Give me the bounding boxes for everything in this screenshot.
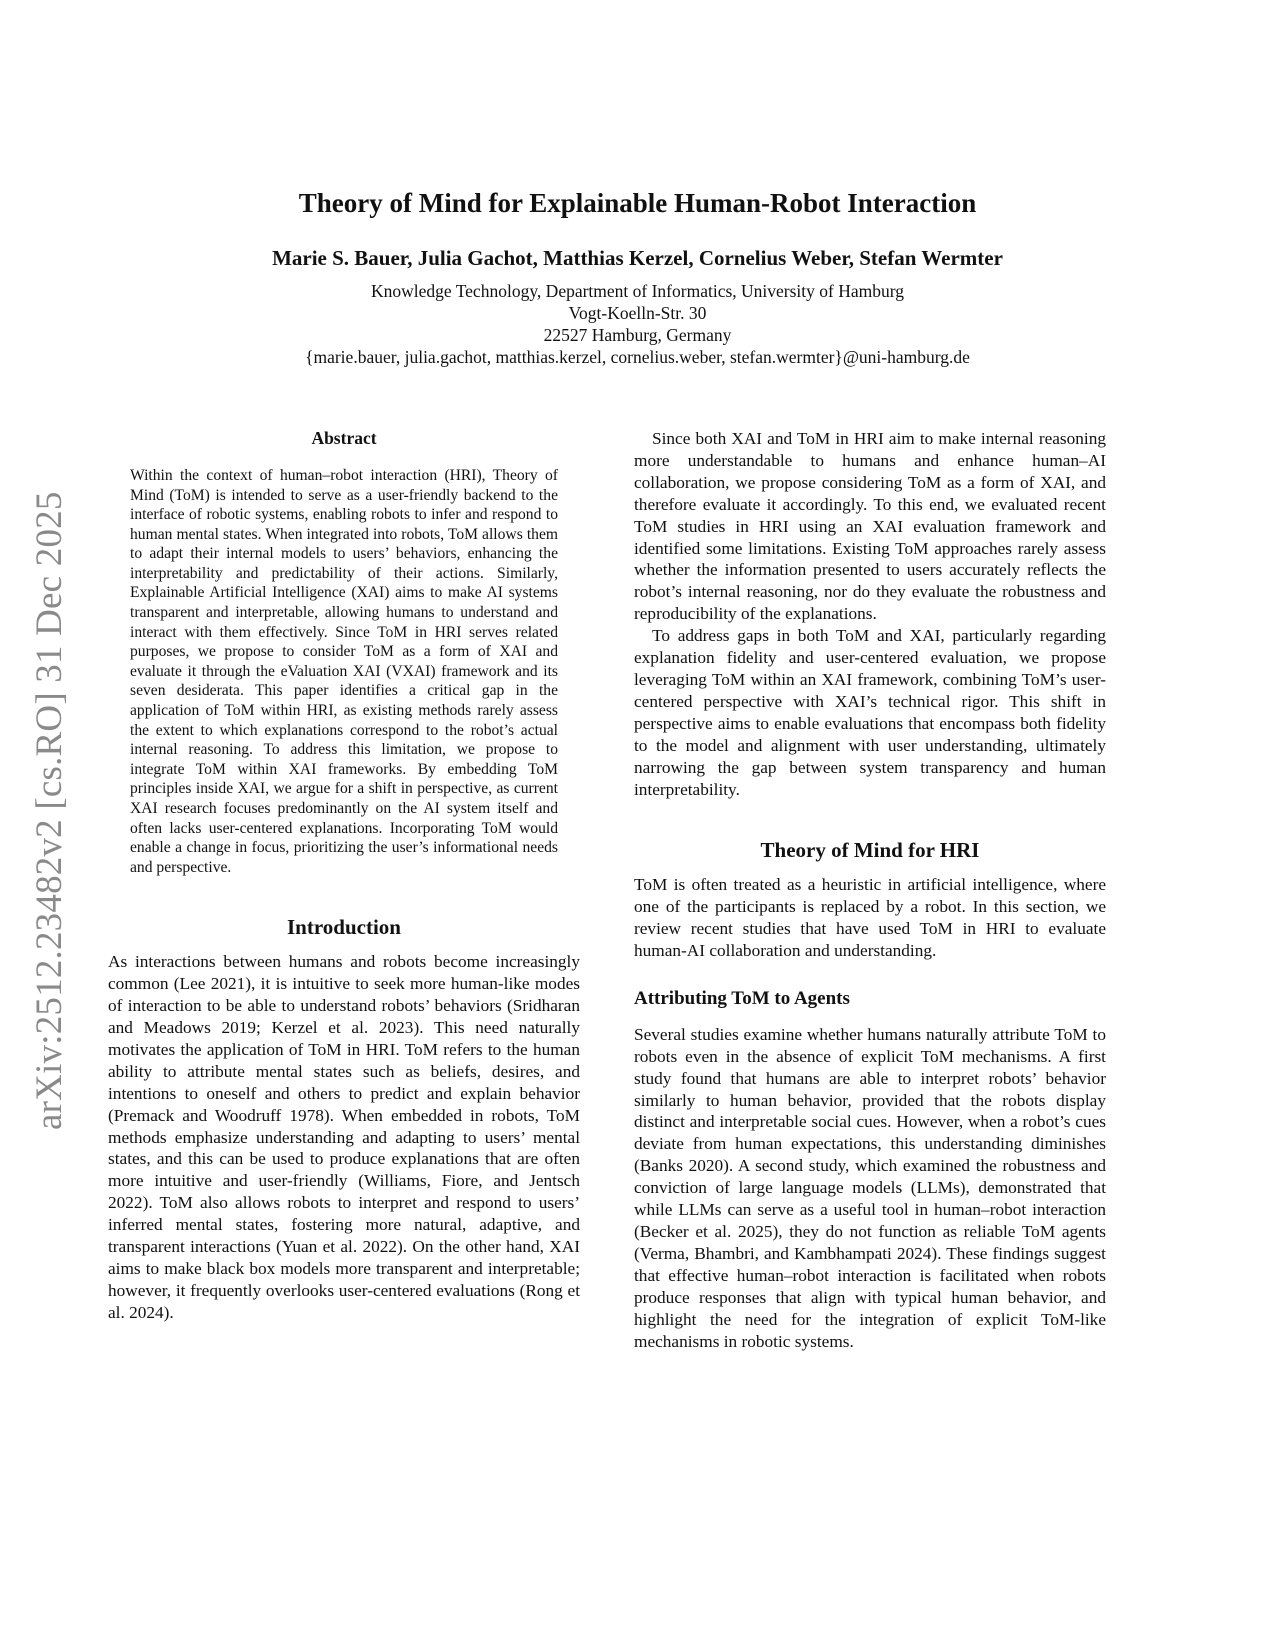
arxiv-identifier-stamp: arXiv:2512.23482v2 [cs.RO] 31 Dec 2025 bbox=[29, 491, 70, 1130]
introduction-paragraph-2: Since both XAI and ToM in HRI aim to make internal reasoning more understandable to humans and enhance human–AI collaboration, we propose considering ToM as a form of XAI, and therefore evaluate it accordingly. To this end, we evaluated recent ToM studies in HRI using an XAI evaluation framework and identified some limitations. Existing ToM approaches rarely assess whether the information presented to users accurately reflects the robot’s internal reasoning, nor do they evaluate the robustness and reproducibility of the explanations. bbox=[634, 429, 1106, 624]
introduction-paragraph-3: To address gaps in both ToM and XAI, particularly regarding explanation fidelity and user-centered evaluation, we propose leveraging ToM within an XAI framework, combining ToM’s user-centered perspective with XAI’s technical rigor. This shift in perspective aims to enable evaluations that encompass both fidelity to the model and alignment with user understanding, ultimately narrowing the gap between system transparency and human interpretability. bbox=[634, 626, 1106, 799]
affiliation-emails: {marie.bauer, julia.gachot, matthias.kerzel, cornelius.weber, stefan.wermter}@uni-hamburg.de bbox=[305, 347, 970, 367]
author-list: Marie S. Bauer, Julia Gachot, Matthias Kerzel, Cornelius Weber, Stefan Wermter bbox=[272, 246, 1003, 270]
left-column bbox=[108, 428, 580, 1324]
affiliation-institution: Knowledge Technology, Department of Informatics, University of Hamburg bbox=[370, 281, 905, 301]
attributing-tom-paragraph-1: Several studies examine whether humans naturally attribute ToM to robots even in the absence of explicit ToM mechanisms. A first study found that humans are able to interpret robots’ behavior similarly to human behavior, provided that the robots display distinct and interpretable social cues. However, when a robot’s cues deviate from human expectations, this understanding diminishes (Banks 2020). A second study, which examined the robustness and conviction of large language models (LLMs), demonstrated that while LLMs can serve as a useful tool in human–robot interaction (Becker et al. 2025), they do not function as reliable ToM agents (Verma, Bhambri, and Kambhampati 2024). These findings suggest that effective human–robot interaction is facilitated when robots produce responses that align with typical human behavior, and highlight the need for the integration of explicit ToM-like mechanisms in robotic systems. bbox=[634, 1024, 1106, 1351]
tom-for-hri-paragraph-1: ToM is often treated as a heuristic in artificial intelligence, where one of the participants is replaced by a robot. In this section, we review recent studies that have used ToM in HRI to evaluate human-AI collaboration and understanding. bbox=[634, 875, 1106, 961]
right-column bbox=[634, 428, 1106, 1352]
attributing-tom-heading: Attributing ToM to Agents bbox=[634, 987, 850, 1009]
affiliation-city: 22527 Hamburg, Germany bbox=[543, 325, 732, 345]
introduction-paragraph-1: As interactions between humans and robots become increasingly common (Lee 2021), it is intuitive to seek more human-like modes of interaction to be able to understand robots’ behaviors (Sridharan and Meadows 2019; Kerzel et al. 2023). This need naturally motivates the application of ToM in HRI. ToM refers to the human ability to attribute mental states such as beliefs, desires, and intentions to oneself and others to predict and explain behavior (Premack and Woodruff 1978). When embedded in robots, ToM methods emphasize understanding and adapting to users’ mental states, and this can be used to produce explanations that are often more intuitive and user-friendly (Williams, Fiore, and Jentsch 2022). ToM also allows robots to interpret and respond to users’ inferred mental states, fostering more natural, adaptive, and transparent interactions (Yuan et al. 2022). On the other hand, XAI aims to make black box models more transparent and interpretable; however, it frequently overlooks user-centered evaluations (Rong et al. 2024). bbox=[108, 952, 580, 1322]
introduction-heading: Introduction bbox=[287, 915, 401, 940]
affiliation-block bbox=[0, 280, 1275, 368]
tom-for-hri-heading: Theory of Mind for HRI bbox=[760, 838, 980, 863]
paper-title: Theory of Mind for Explainable Human-Robot Interaction bbox=[298, 188, 977, 218]
abstract-heading: Abstract bbox=[311, 428, 377, 448]
abstract-text: Within the context of human–robot interaction (HRI), Theory of Mind (ToM) is intended to serve as a user-friendly backend to the interface of robotic systems, enabling robots to infer and respond to human mental states. When integrated into robots, ToM allows them to adapt their internal models to users’ behaviors, enhancing the interpretability and predictability of their actions. Similarly, Explainable Artificial Intelligence (XAI) aims to make AI systems transparent and interpretable, allowing humans to understand and interact with them effectively. Since ToM in HRI serves related purposes, we propose to consider ToM as a form of XAI and evaluate it through the eValuation XAI (VXAI) framework and its seven desiderata. This paper identifies a critical gap in the application of ToM within HRI, as existing methods rarely assess the extent to which explanations correspond to the robot’s actual internal reasoning. To address this limitation, we propose to integrate ToM within XAI frameworks. By embedding ToM principles inside XAI, we argue for a shift in perspective, as current XAI research focuses predominantly on the AI system itself and often lacks user-centered explanations. Incorporating ToM would enable a change in focus, prioritizing the user’s informational needs and perspective. bbox=[130, 466, 558, 876]
affiliation-street: Vogt-Koelln-Str. 30 bbox=[568, 303, 707, 323]
